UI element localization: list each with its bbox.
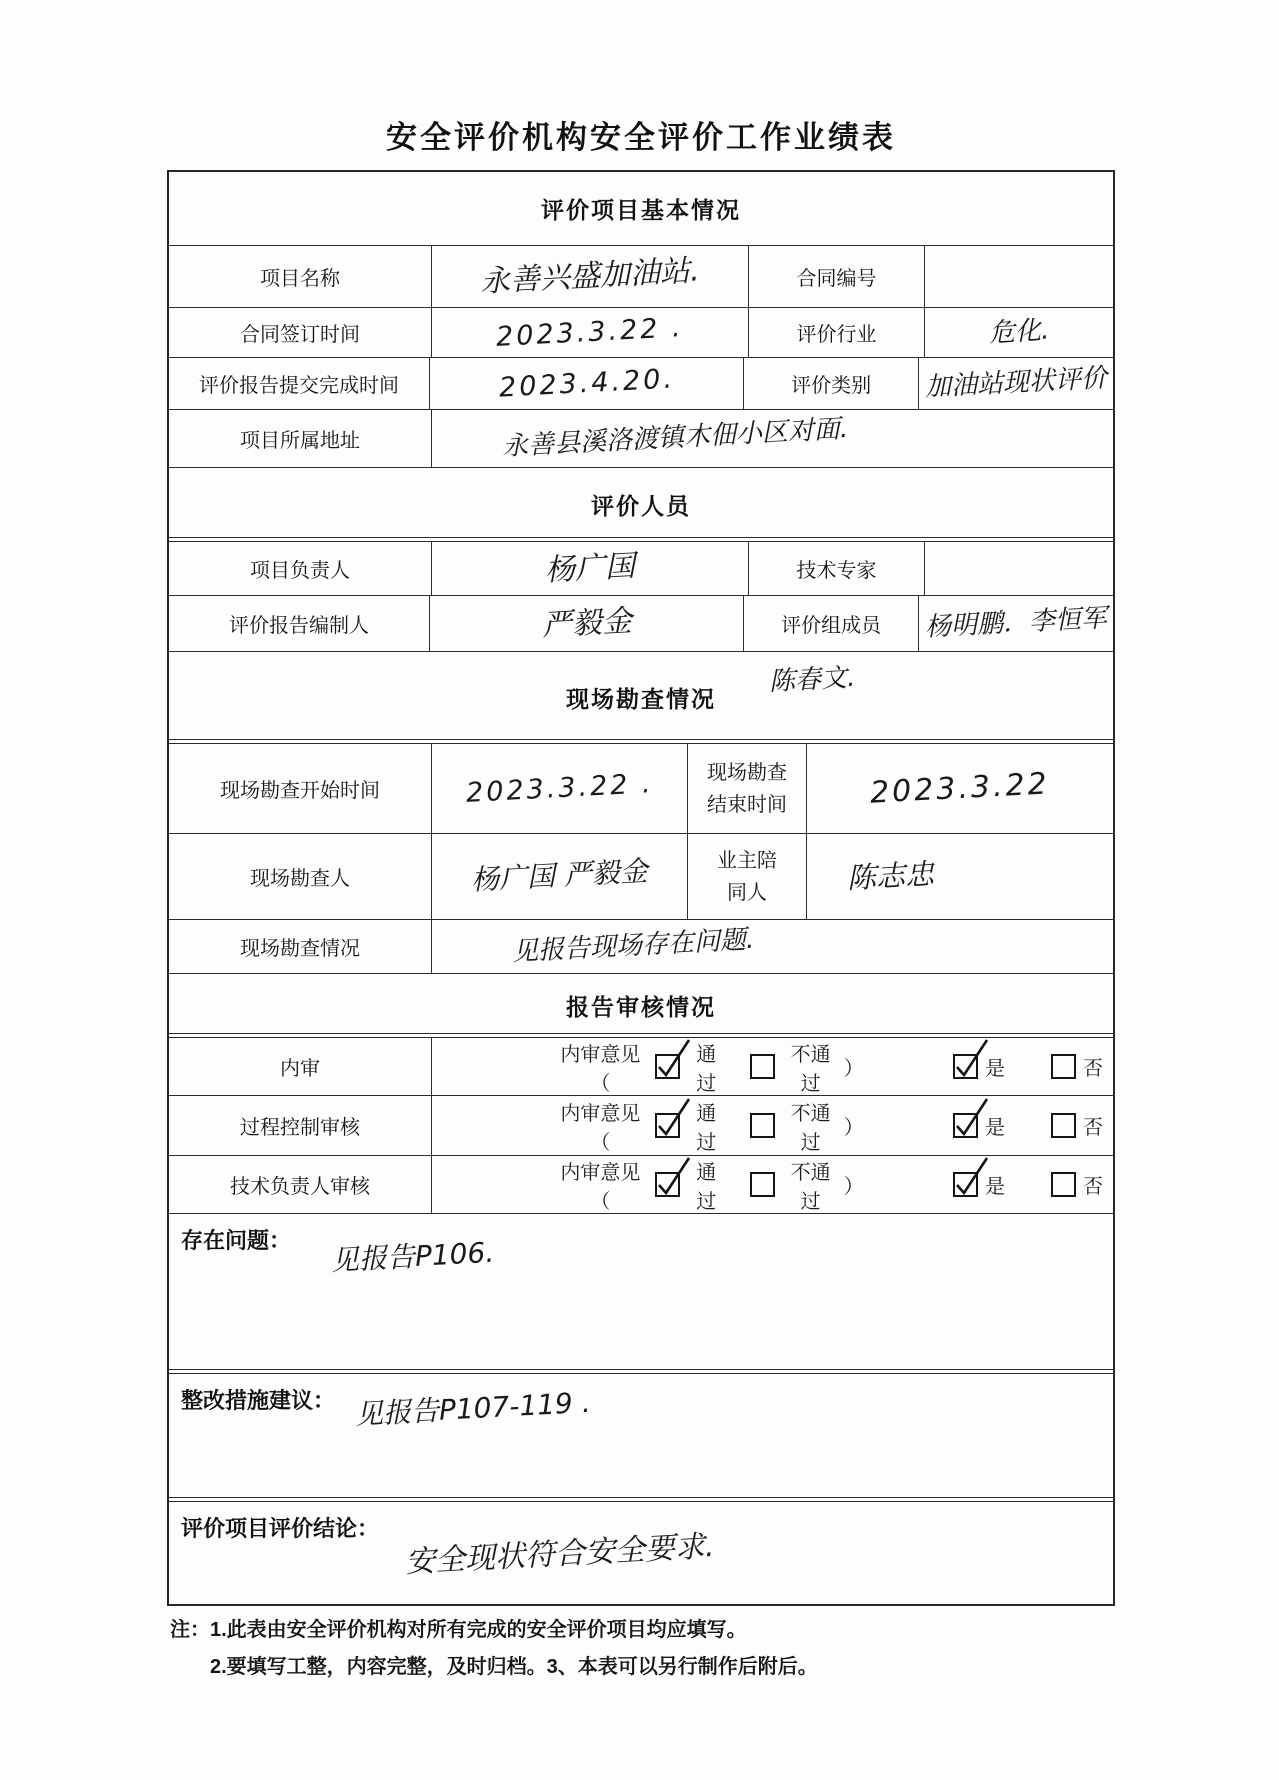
- rectify-handwriting: 见报告P107-119 .: [354, 1385, 592, 1432]
- fail-checkbox[interactable]: [750, 1172, 775, 1197]
- fail-checkbox[interactable]: [750, 1054, 775, 1079]
- section-personnel-title: 评价人员: [591, 493, 691, 519]
- surveyors-value-cell: [432, 834, 688, 919]
- survey-start-value-cell: [432, 744, 688, 833]
- owner-escort-label-line2: 同人: [727, 881, 767, 904]
- category-handwriting: 加油站现状评价: [924, 363, 1108, 403]
- leader-value-cell: [432, 542, 749, 595]
- pass-checkbox[interactable]: [655, 1172, 680, 1197]
- no-checkbox[interactable]: [1051, 1172, 1076, 1197]
- pass-label: 通过: [696, 1043, 717, 1095]
- no-checkbox[interactable]: [1051, 1113, 1076, 1138]
- owner-escort-label: [688, 834, 807, 919]
- industry-label: 评价行业: [749, 308, 925, 357]
- rectify-label: 整改措施建议：: [181, 1388, 336, 1413]
- no-checkbox[interactable]: [1051, 1054, 1076, 1079]
- survey-start-handwriting: 2023.3.22 .: [465, 767, 654, 809]
- project-name-label: 项目名称: [169, 246, 432, 307]
- row-survey-start: [169, 744, 1113, 834]
- yes-checkbox[interactable]: [953, 1054, 978, 1079]
- yes-label: 是: [985, 1058, 1005, 1080]
- row-problems: [169, 1214, 1113, 1374]
- address-label: 项目所属地址: [169, 410, 432, 467]
- contract-no-value-cell: [925, 246, 1113, 307]
- yes-checkbox[interactable]: [953, 1113, 978, 1138]
- footnote-line-2: [210, 1649, 1170, 1686]
- problems-cell: [169, 1214, 1113, 1373]
- pass-label: 通过: [696, 1161, 717, 1213]
- row-address: [169, 410, 1113, 468]
- yes-label: 是: [985, 1176, 1005, 1198]
- survey-start-label: 现场勘查开始时间: [169, 744, 432, 833]
- row-report-date: [169, 358, 1113, 410]
- opinion-suffix: ）: [843, 1058, 864, 1080]
- survey-result-handwriting: 见报告现场存在问题.: [511, 924, 755, 968]
- no-label: 否: [1083, 1117, 1103, 1139]
- survey-end-value-cell: [807, 744, 1113, 833]
- performance-table: [167, 170, 1115, 1606]
- category-value-cell: [919, 358, 1113, 409]
- section-survey-title: 现场勘查情况: [566, 686, 716, 712]
- opinion-prefix: 内审意见（: [560, 1043, 641, 1095]
- row-rectify: [169, 1374, 1113, 1502]
- expert-value-cell: [925, 542, 1113, 595]
- contract-date-handwriting: 2023.3.22 .: [495, 311, 685, 353]
- industry-handwriting: 危化.: [988, 315, 1050, 349]
- owner-escort-signature: 陈志忠: [846, 856, 935, 895]
- no-label: 否: [1083, 1176, 1103, 1198]
- fail-checkbox[interactable]: [750, 1113, 775, 1138]
- section-review-title: 报告审核情况: [566, 994, 716, 1020]
- tech-review-label: 技术负责人审核: [169, 1156, 432, 1213]
- row-contract-date: [169, 308, 1113, 358]
- author-value-cell: [430, 596, 744, 651]
- row-leader: [169, 542, 1113, 596]
- expert-label: 技术专家: [749, 542, 925, 595]
- report-date-handwriting: 2023.4.20.: [497, 363, 676, 404]
- project-name-value-cell: [432, 246, 749, 307]
- section-basic-header-row: [169, 172, 1113, 246]
- opinion-prefix: 内审意见（: [560, 1161, 641, 1213]
- pass-checkbox[interactable]: [655, 1113, 680, 1138]
- yes-label: 是: [985, 1117, 1005, 1139]
- footnote-prefix: 注：: [170, 1619, 210, 1641]
- no-label: 否: [1083, 1058, 1103, 1080]
- internal-review-label: 内审: [169, 1038, 432, 1095]
- tech-review-opinion-cell: [432, 1156, 1113, 1213]
- row-tech-leader-review: [169, 1156, 1113, 1214]
- section-survey-header-row: [169, 652, 1113, 744]
- surveyors-signatures: 杨广国 严毅金: [470, 854, 649, 897]
- section-review-header-row: [169, 974, 1113, 1038]
- internal-review-opinion-cell: [432, 1038, 1113, 1095]
- author-signature: 严毅金: [540, 603, 633, 644]
- survey-end-label: [688, 744, 807, 833]
- process-review-opinion-cell: [432, 1096, 1113, 1155]
- survey-end-handwriting: 2023.3.22: [869, 766, 1051, 811]
- leader-label: 项目负责人: [169, 542, 432, 595]
- opinion-prefix: 内审意见（: [560, 1102, 641, 1154]
- section-basic-title: 评价项目基本情况: [541, 197, 741, 223]
- pass-label: 通过: [696, 1102, 717, 1154]
- survey-result-value-cell: [432, 920, 1113, 973]
- address-value-cell: [432, 410, 1113, 467]
- conclusion-handwriting: 安全现状符合安全要求.: [404, 1528, 716, 1581]
- pass-checkbox[interactable]: [655, 1054, 680, 1079]
- row-internal-review: [169, 1038, 1113, 1096]
- yes-checkbox[interactable]: [953, 1172, 978, 1197]
- address-handwriting: 永善县溪洛渡镇木佃小区对面.: [501, 414, 849, 463]
- contract-no-label: 合同编号: [749, 246, 925, 307]
- footnote-2-text: 2.要填写工整，内容完整，及时归档。3、本表可以另行制作后附后。: [210, 1656, 818, 1678]
- opinion-suffix: ）: [843, 1176, 864, 1198]
- row-project-name: [169, 246, 1113, 308]
- row-surveyors: [169, 834, 1113, 920]
- report-date-value-cell: [430, 358, 744, 409]
- survey-result-label: 现场勘查情况: [169, 920, 432, 973]
- fail-label: 不通过: [790, 1102, 831, 1154]
- category-label: 评价类别: [744, 358, 919, 409]
- survey-end-label-line2: 结束时间: [707, 793, 787, 816]
- owner-escort-label-line1: 业主陪: [717, 849, 777, 872]
- opinion-suffix: ）: [843, 1117, 864, 1139]
- leader-signature: 杨广国: [544, 548, 636, 589]
- team-signatures-overflow: 陈春文.: [768, 662, 856, 698]
- fail-label: 不通过: [790, 1043, 831, 1095]
- page-title: 安全评价机构安全评价工作业绩表: [386, 120, 896, 155]
- contract-date-label: 合同签订时间: [169, 308, 432, 357]
- author-label: 评价报告编制人: [169, 596, 430, 651]
- report-date-label: 评价报告提交完成时间: [169, 358, 430, 409]
- section-personnel-header-row: [169, 468, 1113, 542]
- footnotes: [170, 1612, 1170, 1686]
- team-signatures: 杨明鹏．李恒军: [924, 603, 1108, 643]
- contract-date-value-cell: [432, 308, 749, 357]
- process-review-label: 过程控制审核: [169, 1096, 432, 1155]
- conclusion-cell: [169, 1502, 1113, 1604]
- footnote-line-1: [170, 1612, 1170, 1649]
- owner-escort-value-cell: [807, 834, 1113, 919]
- problems-handwriting: 见报告P106.: [330, 1235, 495, 1278]
- row-conclusion: [169, 1502, 1113, 1604]
- conclusion-label: 评价项目评价结论：: [181, 1516, 380, 1541]
- surveyors-label: 现场勘查人: [169, 834, 432, 919]
- team-label: 评价组成员: [744, 596, 919, 651]
- rectify-cell: [169, 1374, 1113, 1501]
- row-survey-result: [169, 920, 1113, 974]
- survey-end-label-line1: 现场勘查: [707, 761, 787, 784]
- project-name-handwriting: 永善兴盛加油站.: [479, 253, 701, 300]
- footnote-1-text: 1.此表由安全评价机构对所有完成的安全评价项目均应填写。: [210, 1619, 747, 1641]
- row-process-control-review: [169, 1096, 1113, 1156]
- fail-label: 不通过: [790, 1161, 831, 1213]
- industry-value-cell: [925, 308, 1113, 357]
- row-author: [169, 596, 1113, 652]
- problems-label: 存在问题：: [181, 1228, 292, 1253]
- team-value-cell: [919, 596, 1113, 651]
